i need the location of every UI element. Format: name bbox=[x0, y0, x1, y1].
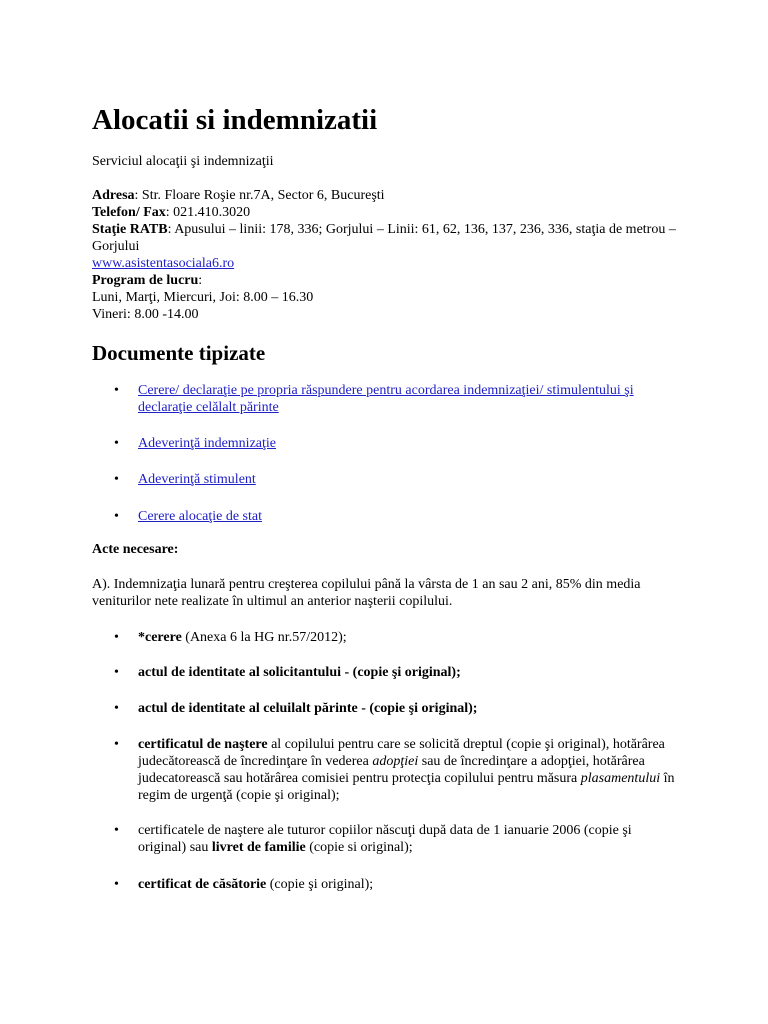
requirement-bold: certificat de căsătorie bbox=[138, 877, 267, 892]
document-link-cerere-declaratie[interactable]: Cerere/ declaraţie pe propria răspundere pentru acordarea indemnizaţiei/ stimulentului şi declaraţie celălalt părinte bbox=[138, 383, 634, 415]
requirement-text bbox=[138, 822, 683, 856]
address-line bbox=[92, 187, 682, 204]
address-value: : Str. Floare Roşie nr.7A, Sector 6, Bucureşti bbox=[134, 188, 385, 203]
documents-heading: Documente tipizate bbox=[92, 341, 266, 365]
bullet-icon: • bbox=[114, 630, 119, 645]
requirement-text bbox=[138, 664, 683, 681]
document-link-adeverinta-stimulent[interactable]: Adeverinţă stimulent bbox=[138, 472, 256, 487]
requirement-text bbox=[138, 736, 683, 804]
bullet-icon: • bbox=[114, 823, 119, 838]
bullet-icon: • bbox=[114, 383, 119, 398]
document-link-adeverinta-indemnizatie[interactable]: Adeverinţă indemnizaţie bbox=[138, 436, 276, 451]
ratb-value: : Apusului – linii: 178, 336; Gorjului – Linii: 61, 62, 136, 137, 236, 336, staţia de metrou – Gorjului bbox=[92, 222, 676, 254]
page-title: Alocatii si indemnizatii bbox=[92, 104, 378, 136]
requirement-rest: al copilului pentru care se solicită dreptul (copie şi original), hotărârea judecătorească de încredinţare în vederea bbox=[138, 737, 665, 769]
bullet-icon: • bbox=[114, 509, 119, 524]
requirement-rest: (copie si original); bbox=[305, 840, 413, 855]
schedule-weekdays: Luni, Marţi, Miercuri, Joi: 8.00 – 16.30 bbox=[92, 290, 314, 305]
phone-label: Telefon/ Fax bbox=[92, 205, 166, 220]
service-subtitle: Serviciul alocaţii şi indemnizaţii bbox=[92, 154, 274, 169]
ratb-line bbox=[92, 221, 682, 255]
bullet-icon: • bbox=[114, 701, 119, 716]
phone-line bbox=[92, 204, 682, 221]
requirement-text bbox=[138, 629, 683, 646]
requirement-italic: plasamentului bbox=[580, 771, 661, 786]
requirement-rest: (Anexa 6 la HG nr.57/2012); bbox=[181, 630, 347, 645]
requirements-intro: A). Indemnizaţia lunară pentru creşterea copilului până la vârsta de 1 an sau 2 ani, 85% din media veniturilor nete realizate în ultimul an anterior naşterii copilului. bbox=[92, 577, 641, 609]
phone-value: : 021.410.3020 bbox=[165, 205, 251, 220]
bullet-icon: • bbox=[114, 472, 119, 487]
requirements-heading: Acte necesare: bbox=[92, 542, 179, 557]
schedule-friday: Vineri: 8.00 -14.00 bbox=[92, 307, 199, 322]
schedule-label: Program de lucru bbox=[92, 273, 199, 288]
requirement-text bbox=[138, 700, 683, 717]
website-link[interactable]: www.asistentasociala6.ro bbox=[92, 256, 235, 271]
bullet-icon: • bbox=[114, 877, 119, 892]
bullet-icon: • bbox=[114, 665, 119, 680]
contact-block bbox=[92, 187, 682, 323]
requirement-italic: adopţiei bbox=[372, 754, 419, 769]
document-link-cerere-alocatie[interactable]: Cerere alocaţie de stat bbox=[138, 509, 262, 524]
schedule-colon: : bbox=[198, 273, 203, 288]
bullet-icon: • bbox=[114, 737, 119, 752]
schedule-line bbox=[92, 272, 682, 289]
requirement-rest: în regim de urgenţă (copie şi original); bbox=[138, 771, 675, 803]
requirement-rest: (copie şi original); bbox=[266, 877, 374, 892]
requirement-bold: actul de identitate al celuilalt părinte - (copie şi original); bbox=[138, 701, 478, 716]
requirement-bold: actul de identitate al solicitantului - (copie şi original); bbox=[138, 665, 461, 680]
ratb-label: Staţie RATB bbox=[92, 222, 168, 237]
requirement-rest: certificatele de naştere ale tuturor copiilor născuţi după data de 1 ianuarie 2006 (copie şi original) sau bbox=[138, 823, 632, 855]
requirement-bold: *cerere bbox=[138, 630, 182, 645]
requirement-bold: certificatul de naştere bbox=[138, 737, 268, 752]
website-line bbox=[92, 255, 682, 272]
bullet-icon: • bbox=[114, 436, 119, 451]
requirement-text bbox=[138, 876, 683, 893]
requirement-bold: livret de familie bbox=[211, 840, 306, 855]
requirement-rest: sau de încredinţare a adopţiei, hotărârea judecatorească sau hotărârea comisiei pentru protecţia copilului pentru măsura bbox=[138, 754, 645, 786]
address-label: Adresa bbox=[92, 188, 135, 203]
